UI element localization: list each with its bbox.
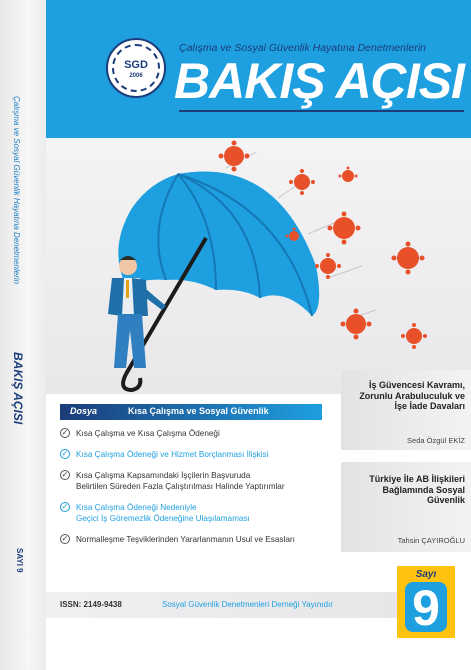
spine [0,0,47,670]
article-title: Türkiye İle AB İlişkileri Bağlamında Sosyal Güvenlik [369,474,465,505]
magazine-title: BAKIŞ AÇISI [174,53,464,109]
logo-text: SGD [124,59,148,71]
toc-item[interactable] [60,502,340,524]
check-icon: ✓ [61,449,69,458]
virus-icon [401,323,427,349]
issue-badge [397,566,455,638]
issue-number: 9 [412,580,440,636]
issn-bar [46,592,411,618]
toc-item-text: Normalleşme Teşviklerinden Yararlanmanın Usul ve Esasları [76,535,295,544]
toc-item[interactable] [60,449,340,460]
toc-item-text: Kısa Çalışma Ödeneği Nedeniyle [76,503,197,512]
publisher-text: Sosyal Güvenlik Denetmenleri Derneği Yayınıdır [162,600,333,609]
article-author: Seda Özgül EKİZ [407,436,465,445]
article-title: İş Güvencesi Kavramı, Zorunlu Arabuluculuk ve İşe İade Davaları [359,380,465,411]
title-underline [179,110,464,112]
logo-year: 2006 [129,73,143,79]
check-icon: ✓ [61,428,69,437]
toc-item[interactable] [60,428,340,439]
toc-list [60,428,340,555]
virus-icon [219,141,250,172]
virus-icon [339,167,358,183]
virus-icon [289,169,315,195]
toc-item-text: Kısa Çalışma ve Kısa Çalışma Ödeneği [76,429,220,438]
umbrella-virus-icon [46,138,471,394]
toc-item-text: Kısa Çalışma Kapsamındaki İşçilerin Başvuruda [76,471,251,480]
toc-item[interactable] [60,470,340,492]
spine-subtitle-text: Çalışma ve Sosyal Güvenlik Hayatına Denetmenlerin [12,96,21,285]
check-icon: ✓ [61,534,69,543]
toc-item-text-2: Belirtilen Süreden Fazla Çalıştırılması Halinde Yaptırımlar [76,482,285,491]
toc-item[interactable] [60,534,340,545]
article-author: Tahsin ÇAYIROĞLU [397,536,465,545]
toc-item-text: Kısa Çalışma Ödeneği ve Hizmet Borçlanması İlişkisi [76,450,269,459]
issue-label: Sayı [415,569,437,580]
sgd-logo [106,38,166,98]
dosya-banner [60,404,322,420]
spine-issue-text: SAYI 9 [15,548,24,573]
spine-subtitle [9,96,23,326]
cover-illustration [46,138,471,394]
dosya-label: Dosya [70,406,98,416]
cover-header [46,0,471,138]
virus-icon [328,212,361,245]
umbrella [118,171,319,390]
issn-text: ISSN: 2149-9438 [60,600,122,609]
dosya-title: Kısa Çalışma ve Sosyal Güvenlik [128,406,269,416]
header-subtitle: Çalışma ve Sosyal Güvenlik Hayatına Denetmenlerin [179,42,426,54]
check-icon: ✓ [61,470,69,479]
article-card[interactable] [341,370,471,450]
spine-title-text: BAKIŞ AÇISI [11,352,25,425]
toc-item-text-2: Geçici İş Göremezlik Ödeneğine Ulaşılamaması [76,514,250,523]
article-card[interactable] [341,462,471,552]
virus-icon [392,242,425,275]
check-icon: ✓ [61,502,69,511]
